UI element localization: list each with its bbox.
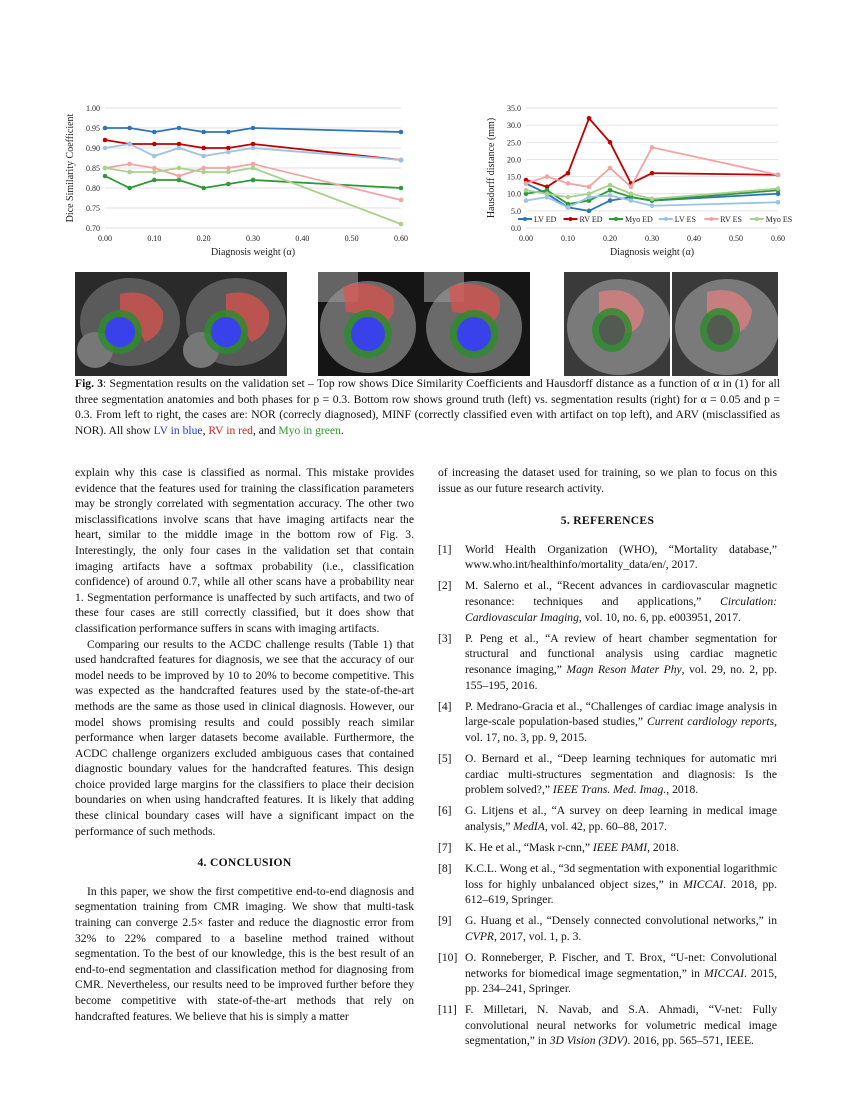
data-point — [650, 171, 655, 176]
reference-item — [438, 803, 777, 834]
x-tick-label: 0.20 — [603, 234, 617, 243]
legend-marker — [523, 217, 527, 221]
x-tick-label: 0.30 — [645, 234, 659, 243]
data-point — [152, 154, 157, 159]
scan-nor-ground-truth — [75, 272, 181, 376]
reference-item — [438, 631, 777, 693]
right-column — [438, 465, 777, 1055]
reference-number: [8] — [438, 861, 452, 875]
legend-label: Myo ED — [625, 215, 653, 224]
legend-marker — [569, 217, 573, 221]
y-tick-label: 10.0 — [507, 189, 521, 199]
reference-item — [438, 840, 777, 856]
reference-details: , vol. 29, no. 2, pp. 155–195, 2016. — [465, 662, 777, 692]
reference-details: . 2016, pp. 565–571, IEEE. — [627, 1034, 754, 1048]
data-point — [201, 154, 206, 159]
reference-item — [438, 950, 777, 997]
data-point — [545, 191, 550, 196]
section-heading: 4. CONCLUSION — [197, 856, 292, 870]
reference-item — [438, 1002, 777, 1049]
data-point — [608, 183, 613, 188]
caption-label: Fig. 3 — [75, 377, 104, 390]
data-point — [201, 146, 206, 151]
x-tick-label: 0.60 — [394, 234, 408, 243]
data-point — [226, 150, 231, 155]
data-point — [587, 191, 592, 196]
data-point — [629, 191, 634, 196]
reference-item — [438, 913, 777, 944]
data-point — [177, 174, 182, 179]
data-point — [127, 142, 132, 147]
x-axis-label: Diagnosis weight (α) — [609, 247, 695, 258]
data-point — [251, 166, 256, 171]
legend-label: RV ES — [720, 215, 742, 224]
x-tick-label: 0.10 — [147, 234, 162, 243]
reference-details: , 2018. — [647, 840, 679, 854]
legend-marker — [755, 217, 759, 221]
reference-details: , 2017, vol. 1, p. 3. — [493, 929, 582, 943]
y-tick-label: 30.0 — [507, 121, 521, 131]
paragraph: In this paper, we show the first competitive end-to-end diagnosis and segmentation training from CMR imaging. We show that multi-task training can converge 2.5× faster and reduce the diagnostic error from 32% to 22% compared to a baseline method trained without segmentation. To the best of our knowledge, this is the best result of an end-to-end segmentation and classification method for diagnosing from CMR. Nevertheless, our results need to be improved further before they become competitive with state-of-the-art methods that rely on handcrafted features. We believe that his is simply a matter — [75, 884, 414, 1023]
reference-number: [3] — [438, 631, 452, 645]
reference-text: World Health Organization (WHO), “Mortality database,” www.who.int/healthinfo/mortality_data/en/, 2017. — [465, 542, 777, 572]
y-tick-label: 0.80 — [86, 184, 100, 193]
data-point — [201, 166, 206, 171]
reference-details: , 2018. — [666, 783, 699, 797]
reference-venue: CVPR — [465, 929, 494, 943]
dice-chart — [60, 100, 408, 265]
x-tick-label: 0.10 — [561, 234, 575, 243]
y-tick-label: 0.0 — [511, 224, 521, 233]
scan-nor-prediction — [181, 272, 287, 376]
x-tick-label: 0.00 — [519, 234, 533, 243]
data-point — [587, 185, 592, 190]
reference-details: . 2018, pp. 612–619, Springer. — [465, 877, 777, 907]
series-line — [526, 147, 778, 186]
scan-minf-ground-truth — [318, 272, 424, 376]
data-point — [152, 166, 157, 171]
figure-caption — [75, 376, 780, 438]
series-line — [105, 168, 401, 224]
reference-venue: IEEE Trans. Med. Imag. — [552, 783, 667, 797]
reference-number: [9] — [438, 914, 452, 928]
data-point — [776, 186, 781, 191]
data-point — [152, 130, 157, 135]
data-point — [251, 142, 256, 147]
reference-number: [10] — [438, 950, 458, 964]
x-axis-label: Diagnosis weight (α) — [210, 247, 296, 258]
data-point — [177, 178, 182, 183]
reference-details: , vol. 42, pp. 60–88, 2017. — [544, 819, 667, 833]
x-tick-label: 0.20 — [196, 234, 211, 243]
reference-details: , vol. 10, no. 6, pp. e003951, 2017. — [578, 610, 741, 624]
reference-number: [2] — [438, 579, 452, 593]
reference-number: [7] — [438, 840, 452, 854]
reference-text: P. Peng et al., “A review of heart chamber segmentation for structural and functional analysis using cardiac magnetic resonance imaging,” — [465, 631, 777, 676]
data-point — [177, 142, 182, 147]
data-point — [251, 162, 256, 167]
data-point — [399, 222, 404, 227]
reference-venue: Magn Reson Mater Phy — [566, 662, 682, 676]
reference-venue: Current cardiology reports — [647, 715, 775, 729]
y-tick-label: 1.00 — [86, 104, 100, 113]
y-axis-label: Dice Similarity Coefficient — [65, 113, 76, 223]
caption-end: . — [340, 423, 344, 437]
data-point — [127, 170, 132, 175]
data-point — [650, 145, 655, 150]
caption-myo: Myo in green — [278, 423, 341, 437]
y-tick-label: 0.85 — [86, 164, 100, 173]
reference-text: M. Salerno et al., “Recent advances in cardiovascular magnetic resonance: techniques and applications,” — [465, 579, 777, 609]
y-tick-label: 0.70 — [86, 224, 100, 233]
segmentation-scans — [75, 272, 780, 376]
reference-item — [438, 578, 777, 625]
scan-arv-prediction — [672, 272, 778, 376]
data-point — [608, 198, 613, 203]
reference-text: O. Bernard et al., “Deep learning techniques for automatic mri cardiac multi-structures segmentation and diagnosis: Is the problem solved?,” — [465, 751, 777, 797]
reference-item — [438, 699, 777, 746]
data-point — [566, 181, 571, 186]
reference-item — [438, 751, 777, 798]
x-tick-label: 0.40 — [687, 234, 701, 243]
x-tick-label: 0.60 — [771, 234, 785, 243]
data-point — [226, 146, 231, 151]
data-point — [226, 166, 231, 171]
x-tick-label: 0.50 — [344, 234, 359, 243]
data-point — [177, 146, 182, 151]
paragraph: of increasing the dataset used for training, so we plan to focus on this issue as our future research activity. — [438, 466, 777, 495]
y-tick-label: 15.0 — [507, 172, 521, 182]
legend-marker — [614, 217, 618, 221]
data-point — [226, 170, 231, 175]
data-point — [566, 171, 571, 176]
hausdorff-chart — [485, 100, 795, 265]
data-point — [629, 185, 634, 190]
data-point — [201, 170, 206, 175]
reference-item — [438, 861, 777, 908]
data-point — [399, 186, 404, 191]
reference-text: G. Huang et al., “Densely connected convolutional networks,” in — [465, 914, 777, 928]
reference-text: G. Litjens et al., “A survey on deep learning in medical image analysis,” — [465, 804, 777, 833]
reference-item — [438, 542, 777, 573]
left-column — [75, 465, 414, 1024]
legend-marker — [709, 217, 713, 221]
data-point — [566, 195, 571, 200]
caption-sep: , — [202, 423, 209, 437]
data-point — [399, 130, 404, 135]
scan-minf-prediction — [424, 272, 530, 376]
reference-number: [6] — [438, 804, 452, 818]
data-point — [251, 126, 256, 131]
data-point — [103, 126, 108, 131]
y-tick-label: 0.90 — [86, 144, 100, 153]
reference-venue: MICCAI — [683, 877, 724, 891]
data-point — [152, 178, 157, 183]
data-point — [524, 188, 529, 193]
data-point — [587, 209, 592, 214]
y-tick-label: 25.0 — [507, 138, 521, 148]
data-point — [608, 166, 613, 171]
y-tick-label: 0.75 — [86, 204, 100, 213]
reference-number: [1] — [438, 542, 452, 556]
legend-label: LV ED — [534, 215, 557, 224]
reference-venue: MedIA — [513, 819, 545, 833]
reference-number: [4] — [438, 699, 452, 713]
y-tick-label: 20.0 — [507, 155, 521, 165]
caption-rv: RV in red — [208, 423, 253, 437]
x-tick-label: 0.50 — [729, 234, 743, 243]
reference-details: . 2015, pp. 234–241, Springer. — [465, 966, 777, 996]
data-point — [566, 205, 571, 210]
reference-text: O. Ronneberger, P. Fischer, and T. Brox, “U-net: Convolutional networks for biomedical image segmentation,” in — [465, 950, 777, 980]
x-tick-label: 0.40 — [295, 234, 310, 243]
data-point — [650, 203, 655, 208]
reference-number: [5] — [438, 751, 452, 765]
data-point — [127, 162, 132, 167]
paragraph: Comparing our results to the ACDC challenge results (Table 1) that used handcrafted features for diagnosis, we see that the accuracy of our model needs to be improved by 10 to 20% to become competitive. This was expected as the handcrafted features used by the state-of-the-art methods are the same as those used in clinical diagnosis. However, our model shows promising results and could possibly reach similar performance when larger datasets become available. Furthermore, the ACDC challenge organizers excluded ambiguous cases that contained diagnostic boundary values for the handcrafted features. This design choice provided large margins for the classifiers to place their decision boundaries on when using handcrafted features. It is likely that adding these clinical boundary cases will have a significant impact on the performance of such methods. — [75, 637, 414, 838]
data-point — [177, 166, 182, 171]
caption-text: : Segmentation results on the validation set – Top row shows Dice Similarity Coefficients and Hausdorff distance as a function of α in (1) for all three segmentation anatomies and both phases for p = 0.3. Bottom row shows ground truth (left) vs. segmentation results (right) for α = 0.05 and p = 0.3. From left to right, the cases are: NOR (correcly diagnosed), MINF (correctly classified even with artifact on top left), and ARV (misclassified as NOR). All show — [75, 377, 780, 437]
data-point — [251, 178, 256, 183]
data-point — [650, 197, 655, 202]
reference-venue: IEEE PAMI — [592, 840, 648, 854]
legend-label: LV ES — [674, 215, 696, 224]
y-tick-label: 35.0 — [507, 104, 521, 113]
data-point — [629, 198, 634, 203]
reference-details: , vol. 17, no. 3, pp. 9, 2015. — [465, 715, 777, 744]
data-point — [399, 198, 404, 203]
data-point — [524, 198, 529, 203]
y-axis-label: Hausdorff distance (mm) — [486, 117, 497, 219]
y-tick-label: 0.95 — [86, 124, 100, 133]
caption-lv: LV in blue — [153, 423, 203, 437]
data-point — [608, 193, 613, 198]
section-heading: 5. REFERENCES — [560, 514, 655, 528]
data-point — [399, 158, 404, 163]
legend-marker — [664, 217, 668, 221]
data-point — [776, 173, 781, 178]
data-point — [226, 130, 231, 135]
data-point — [608, 140, 613, 145]
caption-sep: , and — [252, 423, 279, 437]
data-point — [251, 146, 256, 151]
data-point — [152, 142, 157, 147]
reference-venue: Circulation: Cardiovascular Imaging — [465, 595, 777, 624]
reference-text: P. Medrano-Gracia et al., “Challenges of cardiac image analysis in large-scale population-based studies,” — [465, 699, 777, 729]
data-point — [103, 138, 108, 143]
reference-text: K. He et al., “Mask r-cnn,” — [465, 840, 593, 854]
data-point — [524, 181, 529, 186]
data-point — [545, 174, 550, 179]
data-point — [201, 186, 206, 191]
y-tick-label: 5.0 — [511, 206, 521, 216]
paragraph: explain why this case is classified as normal. This mistake provides evidence that the features used for training the classification parameters may be strongly correlated with segmentation accuracy. The other two misclassifications involve scans that have imaging artifacts near the heart, similar to the middle image in the bottom row of Fig. 3. Interestingly, the only four cases in the validation set that contain imaging artifacts have a softmax probability (i.e., classification confidence) of around 0.7, while all other scans have a probability near 1. Segmentation performance is unaffected by such artifacts, and two of these four cases are still correctly classified, but it does show that classification performance suffers in scans with imaging artifacts. — [75, 466, 414, 635]
data-point — [608, 188, 613, 193]
data-point — [103, 146, 108, 151]
reference-text: K.C.L. Wong et al., “3d segmentation with exponential logarithmic loss for highly unbalanced object sizes,” in — [465, 861, 777, 891]
x-tick-label: 0.30 — [246, 234, 260, 243]
data-point — [152, 170, 157, 175]
data-point — [103, 166, 108, 171]
data-point — [226, 182, 231, 187]
data-point — [587, 116, 592, 121]
scan-arv-ground-truth — [564, 272, 670, 376]
data-point — [127, 186, 132, 191]
reference-text: F. Milletari, N. Navab, and S.A. Ahmadi, “V-net: Fully convolutional neural networks for volumetric medical image segmentation,” in — [465, 1003, 777, 1048]
data-point — [201, 130, 206, 135]
reference-venue: 3D Vision (3DV) — [549, 1034, 628, 1048]
legend-label: RV ED — [579, 215, 603, 224]
data-point — [127, 126, 132, 131]
reference-list — [438, 542, 777, 1049]
data-point — [103, 174, 108, 179]
reference-number: [11] — [438, 1003, 457, 1017]
reference-venue: MICCAI — [704, 966, 744, 980]
legend-label: Myo ES — [765, 215, 793, 224]
x-tick-label: 0.00 — [98, 234, 112, 243]
data-point — [776, 200, 781, 205]
data-point — [177, 126, 182, 131]
